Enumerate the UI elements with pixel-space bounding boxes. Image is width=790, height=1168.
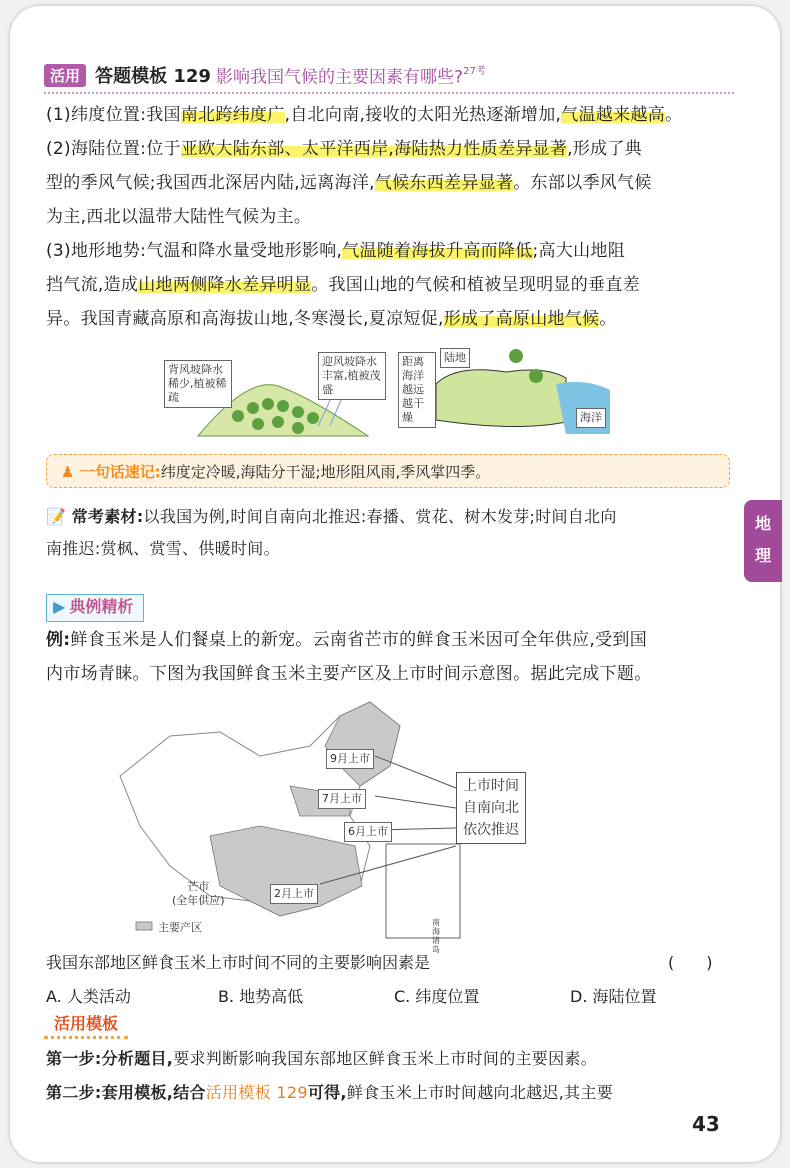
question-text: 我国东部地区鲜食玉米上市时间不同的主要影响因素是 xyxy=(46,953,431,972)
memo-text: 纬度定冷暖,海陆分干湿;地形阻风雨,季风掌四季。 xyxy=(160,463,491,481)
china-corn-map xyxy=(100,696,480,944)
factor-terrain-3: 异。我国青藏高原和高海拔山地,冬寒漫长,夏凉短促,形成了高原山地气候。 xyxy=(46,309,617,329)
question-title: 影响我国气候的主要因素有哪些? xyxy=(216,67,464,88)
example-line1: 例:鲜食玉米是人们餐桌上的新宠。云南省芒市的鲜食玉米因可全年供应,受到国 xyxy=(46,630,648,650)
step2: 第二步:套用模板,结合活用模板 129可得,鲜食玉米上市时间越向北越迟,其主要 xyxy=(46,1083,613,1102)
step1: 第一步:分析题目,要求判断影响我国东部地区鲜食玉米上市时间的主要因素。 xyxy=(46,1049,597,1068)
memo-label: ♟ 一句话速记: xyxy=(61,463,161,481)
map-callout: 上市时间 自南向北 依次推迟 xyxy=(456,772,526,844)
map-label-jun: 6月上市 xyxy=(344,822,392,842)
inset-box xyxy=(386,844,460,938)
material-line2: 南推迟:赏枫、赏雪、供暖时间。 xyxy=(46,539,280,558)
page-number: 43 xyxy=(692,1112,720,1136)
template-number: 答题模板 129 xyxy=(95,66,211,87)
exam-count: 27考 xyxy=(463,66,486,77)
factor-terrain: (3)地形地势:气温和降水量受地形影响,气温随着海拔升高而降低;高大山地阻 xyxy=(46,241,626,261)
tag-badge: 活用 xyxy=(44,64,86,87)
land-label: 陆地 xyxy=(440,348,470,368)
template-title xyxy=(44,62,734,92)
person-icon: ♟ xyxy=(61,463,75,481)
option-d[interactable]: D. 海陆位置 xyxy=(570,987,657,1006)
map-label-sep: 9月上市 xyxy=(326,749,374,769)
option-a[interactable]: A. 人类活动 xyxy=(46,987,131,1006)
inset-label: 南海诸岛 xyxy=(432,918,440,954)
factor-land-sea-3: 为主,西北以温带大陆性气候为主。 xyxy=(46,207,312,227)
answer-paren: ( ) xyxy=(668,953,713,972)
quick-memo xyxy=(46,454,730,488)
apply-template-head: 活用模板 xyxy=(44,1012,128,1039)
map-label-jul: 7月上市 xyxy=(318,789,366,809)
map-legend: 主要产区 xyxy=(158,921,202,934)
material-line1: 📝 常考素材:以我国为例,时间自南向北推迟:春播、赏花、树木发芽;时间自北向 xyxy=(46,507,617,526)
option-c[interactable]: C. 纬度位置 xyxy=(394,987,480,1006)
factor-latitude: (1)纬度位置:我国南北跨纬度广,自北向南,接收的太阳光热逐渐增加,气温越来越高。 xyxy=(46,105,683,125)
ocean-label: 海洋 xyxy=(576,408,606,428)
example-line2: 内市场青睐。下图为我国鲜食玉米主要产区及上市时间示意图。据此完成下题。 xyxy=(46,664,652,684)
note-icon: 📝 xyxy=(46,507,67,526)
factor-terrain-2: 挡气流,造成山地两侧降水差异明显。我国山地的气候和植被呈现明显的垂直差 xyxy=(46,275,640,295)
title-divider xyxy=(44,92,734,94)
map-label-feb: 2月上市 xyxy=(270,884,318,904)
leeward-label: 背风坡降水稀少,植被稀疏 xyxy=(164,360,232,408)
option-b[interactable]: B. 地势高低 xyxy=(218,987,304,1006)
example-section-head: ▶ 典例精析 xyxy=(46,594,144,622)
far-sea-label: 距离海洋越远越干燥 xyxy=(398,352,436,428)
factor-land-sea: (2)海陆位置:位于亚欧大陆东部、太平洋西岸,海陆热力性质差异显著,形成了典 xyxy=(46,139,643,159)
factor-land-sea-2: 型的季风气候;我国西北深居内陆,远离海洋,气候东西差异显著。东部以季风气候 xyxy=(46,173,652,193)
mangshi-label: 芒市 (全年供应) xyxy=(172,880,225,907)
play-icon: ▶ xyxy=(53,597,66,616)
subject-tab[interactable]: 地 理 xyxy=(744,500,782,582)
windward-label: 迎风坡降水丰富,植被茂盛 xyxy=(318,352,386,400)
